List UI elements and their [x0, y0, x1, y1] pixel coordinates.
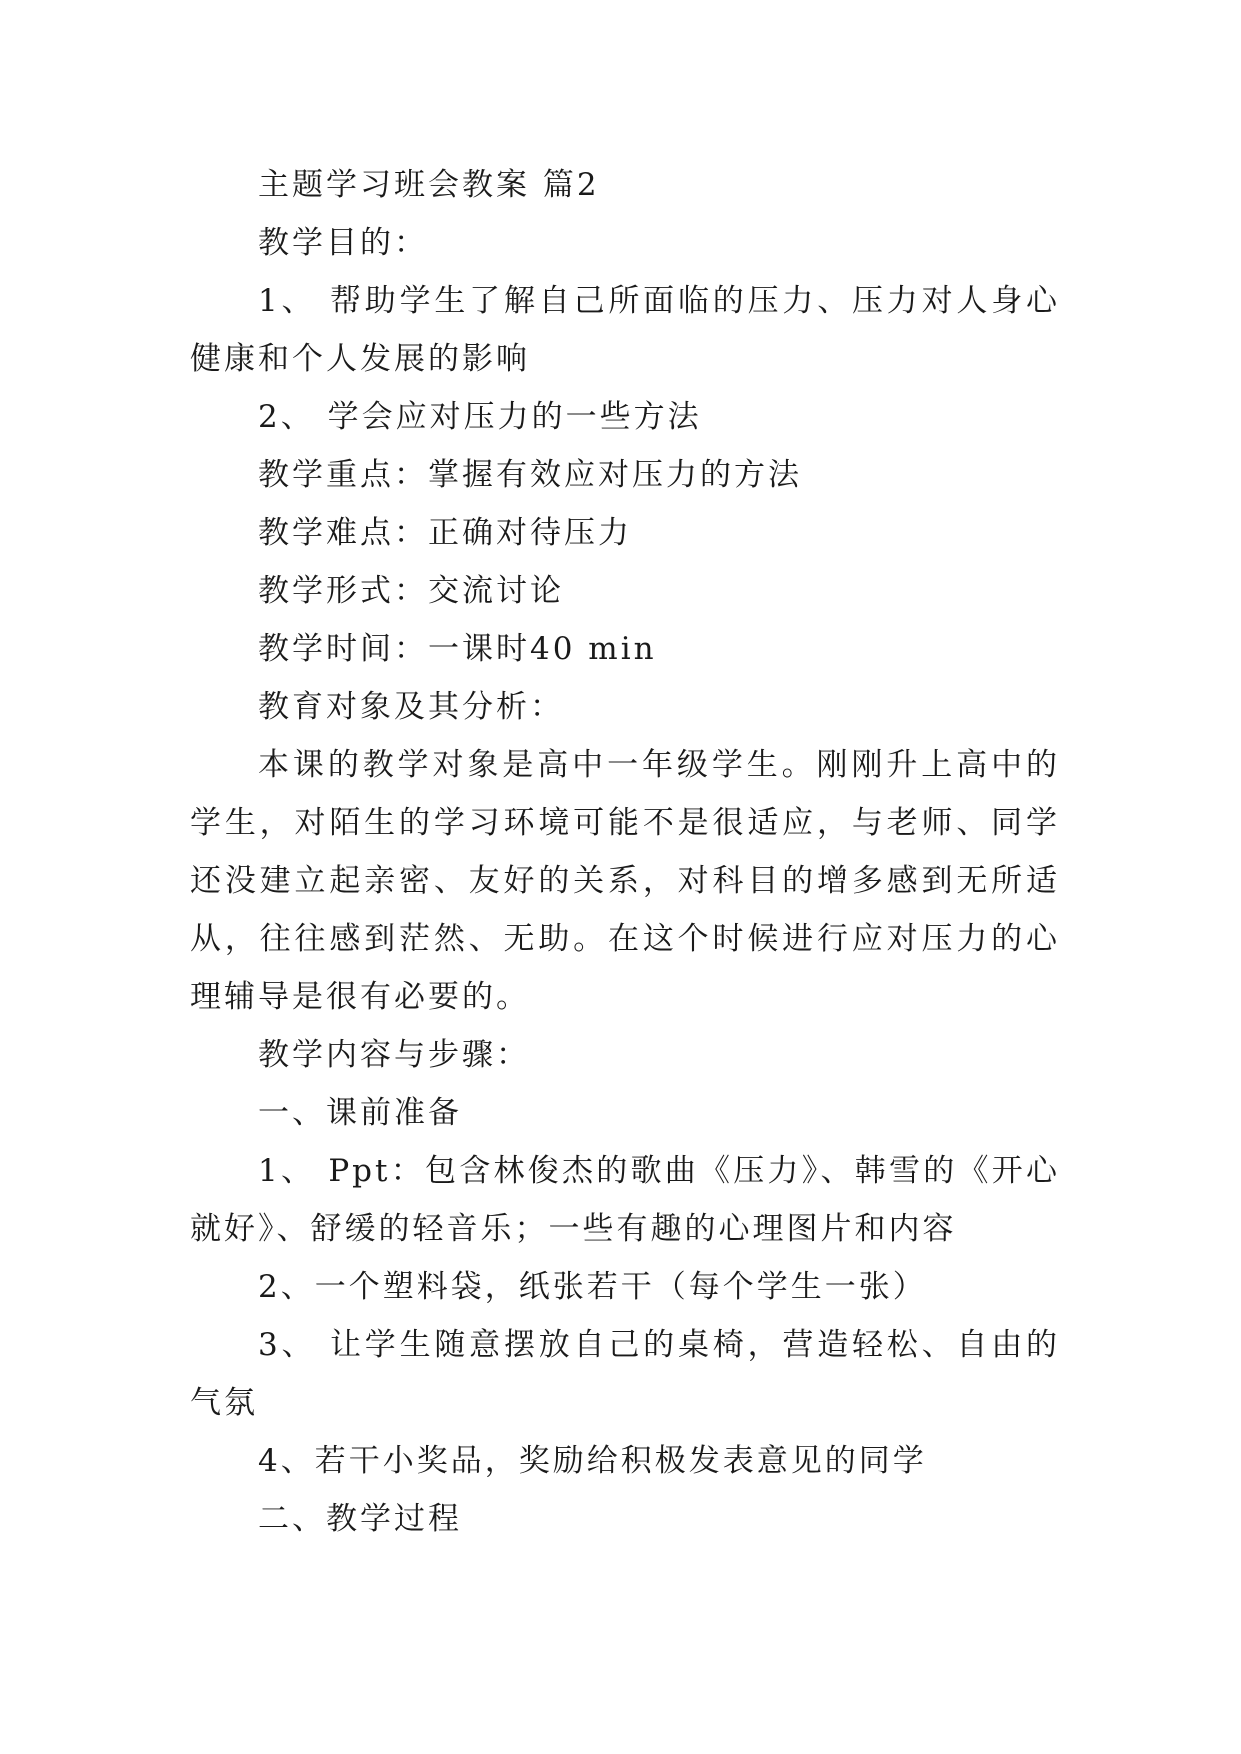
- paragraph-audience-heading: 教育对象及其分析：: [258, 689, 564, 725]
- paragraph-process-heading: 二、教学过程: [258, 1501, 462, 1537]
- paragraph-content-heading: 教学内容与步骤：: [258, 1037, 530, 1073]
- paragraph-prep-1: 1、 Ppt：包含林俊杰的歌曲《压力》、韩雪的《开心就好》、舒缓的轻音乐；一些有趣的心理图片和内容: [190, 1153, 1060, 1247]
- paragraph-difficulty: 教学难点：正确对待压力: [258, 515, 632, 551]
- paragraph-teaching-goals-heading: 教学目的：: [258, 225, 428, 261]
- document-title: 主题学习班会教案 篇2: [258, 167, 600, 203]
- paragraph-goal-1: 1、 帮助学生了解自己所面临的压力、压力对人身心健康和个人发展的影响: [190, 283, 1060, 377]
- paragraph-prep-3: 3、 让学生随意摆放自己的桌椅，营造轻松、自由的气氛: [190, 1327, 1060, 1421]
- paragraph-time: 教学时间：一课时40 min: [258, 631, 657, 667]
- paragraph-goal-2: 2、 学会应对压力的一些方法: [258, 399, 702, 435]
- document-body: [190, 156, 1060, 1548]
- paragraph-format: 教学形式：交流讨论: [258, 573, 564, 609]
- paragraph-audience-analysis: 本课的教学对象是高中一年级学生。刚刚升上高中的学生，对陌生的学习环境可能不是很适应，与老师、同学还没建立起亲密、友好的关系，对科目的增多感到无所适从，往往感到茫然、无助。在这个时候进行应对压力的心理辅导是很有必要的。: [190, 747, 1060, 1015]
- paragraph-prep-2: 2、一个塑料袋，纸张若干（每个学生一张）: [258, 1269, 927, 1305]
- paragraph-key-point: 教学重点：掌握有效应对压力的方法: [258, 457, 802, 493]
- paragraph-preparation-heading: 一、课前准备: [258, 1095, 462, 1131]
- paragraph-prep-4: 4、若干小奖品，奖励给积极发表意见的同学: [258, 1443, 927, 1479]
